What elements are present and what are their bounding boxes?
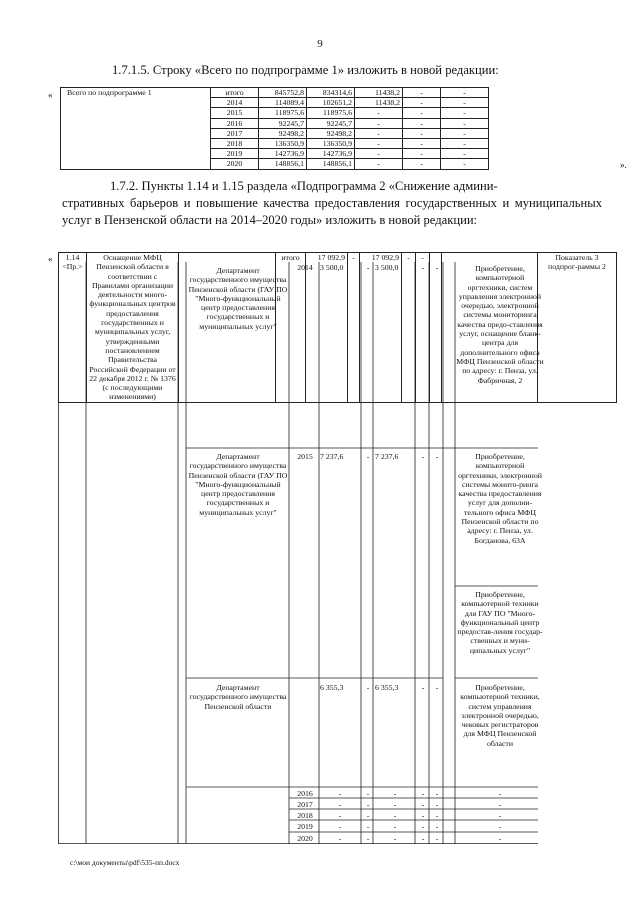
table1-cell-period: 2015	[211, 108, 259, 118]
table1-cell-c1: 114089,4	[259, 98, 307, 108]
description-2014: Приобретение, компьютерной оргтехники, систем управления электронной очередью, электронной системы мониторинга качества предо-ставления услуг, оснащение бланк-центра для дополнительного офиса МФЦ Пензенской области по адресу: г. Пенза, ул. Фабричная, 2	[456, 264, 544, 385]
later-row-c2: -	[366, 822, 370, 831]
total-label: итого	[276, 253, 306, 403]
later-row-d: -	[498, 811, 502, 820]
value-2014-c4: -	[421, 263, 425, 272]
later-row-c2: -	[366, 800, 370, 809]
later-row-c4: -	[421, 800, 425, 809]
year-2015: 2015	[297, 452, 313, 461]
later-row-c4: -	[421, 822, 425, 831]
value-2014-c3: 3 500,0	[375, 263, 399, 272]
table1-cell-c4: -	[403, 118, 441, 128]
total-c4: -	[402, 253, 416, 403]
later-row-d: -	[498, 822, 502, 831]
value-2015-c4: -	[421, 452, 425, 461]
table1-cell-c5: -	[441, 159, 489, 169]
later-row-c2: -	[366, 789, 370, 798]
later-row-c3: -	[393, 789, 397, 798]
year-2014: 2014	[297, 263, 313, 272]
item-number: 1.14 <Пр.>	[59, 253, 87, 403]
table1-cell-c2: 142736,9	[307, 149, 355, 159]
table1-cell-c4: -	[403, 139, 441, 149]
paragraph-1-7-2-rest: стративных барьеров и повышение качества предоставления государственных и муниципальных услуг в Пензенской области на 2014–2020 годы» изложить в новой редакции:	[62, 196, 602, 227]
table1-cell-c1: 136350,9	[259, 139, 307, 149]
later-row-c1: -	[338, 822, 342, 831]
table1-cell-c3: -	[355, 108, 403, 118]
executor-2014: Департамент государственного имущества Пензенской области (ГАУ ПО "Много-функциональный центр предоставления государственных и муниципальных услуг"	[188, 266, 288, 331]
total-c2: -	[348, 253, 360, 403]
value-2015-c3: 7 237,6	[375, 452, 399, 461]
total-c5: -	[416, 253, 430, 403]
later-row-year: 2018	[297, 811, 313, 820]
table1-cell-period: 2019	[211, 149, 259, 159]
subprogram-1-total-table	[60, 87, 489, 170]
later-row-year: 2019	[297, 822, 313, 831]
total-c3: 17 092,9	[360, 253, 402, 403]
table1-cell-c4: -	[403, 88, 441, 98]
table1-cell-c5: -	[441, 98, 489, 108]
table1-cell-c1: 118975,6	[259, 108, 307, 118]
table1-cell-period: 2018	[211, 139, 259, 149]
value-dep-c5: -	[435, 683, 439, 692]
later-row-c2: -	[366, 811, 370, 820]
later-row-c1: -	[338, 834, 342, 843]
later-row-c5: -	[435, 800, 439, 809]
table1-cell-c4: -	[403, 159, 441, 169]
later-row-year: 2020	[297, 834, 313, 843]
table1-cell-c4: -	[403, 149, 441, 159]
table1-cell-c4: -	[403, 98, 441, 108]
value-2014-c5: -	[435, 263, 439, 272]
table1-cell-c5: -	[441, 108, 489, 118]
quote-open-2: «	[48, 254, 53, 264]
table1-cell-period: 2016	[211, 118, 259, 128]
table1-cell-c3: -	[355, 159, 403, 169]
later-row-d: -	[498, 834, 502, 843]
value-2015-c5: -	[435, 452, 439, 461]
table1-cell-c2: 102651,2	[307, 98, 355, 108]
table1-cell-c1: 142736,9	[259, 149, 307, 159]
table1-cell-c2: 136350,9	[307, 139, 355, 149]
later-row-year: 2016	[297, 789, 313, 798]
table1-cell-c3: 11438,2	[355, 88, 403, 98]
table1-cell-c5: -	[441, 139, 489, 149]
quote-close-1: ».	[620, 160, 627, 170]
table1-cell-c4: -	[403, 108, 441, 118]
table1-cell-c3: -	[355, 118, 403, 128]
value-dep-c4: -	[421, 683, 425, 692]
executor-department: Департамент государственного имущества Пензенской области	[189, 683, 287, 711]
later-row-c3: -	[393, 800, 397, 809]
later-row-c1: -	[338, 811, 342, 820]
table1-cell-c3: -	[355, 139, 403, 149]
page-number: 9	[317, 38, 323, 50]
later-row-c1: -	[338, 800, 342, 809]
later-row-c3: -	[393, 822, 397, 831]
table1-cell-period: 2017	[211, 128, 259, 138]
item-name: Оснащение МФЦ Пензенской области в соответствии с Правилами организации деятельности много-функциональных центров предоставления государственных и муниципальных услуг, утвержденными постановлением Правительства Российской Федерации от 22 декабря 2012 г. № 1376 (с последующими изменениями)	[87, 253, 179, 403]
table1-cell-c2: 92498,2	[307, 128, 355, 138]
description-department: Приобретение, компьютерной техники, систем управления электронной очередью, чековых регистраторов для МФЦ Пензенской области	[460, 683, 540, 748]
table1-cell-period: 2014	[211, 98, 259, 108]
paragraph-1-7-1-5: 1.7.1.5. Строку «Всего по подпрограмме 1» изложить в новой редакции:	[112, 63, 499, 77]
value-2015-c2: -	[366, 452, 370, 461]
table1-label: Всего по подпрограмме 1	[61, 88, 211, 170]
later-row-c3: -	[393, 834, 397, 843]
table1-cell-c2: 118975,6	[307, 108, 355, 118]
description-2015b: Приобретение, компьютерной техники для ГАУ ПО "Много-функциональный центр предостав-ления государ-ственных и муни-ципальных услуг"	[457, 590, 543, 655]
later-row-d: -	[498, 789, 502, 798]
later-row-year: 2017	[297, 800, 313, 809]
file-path-footer: c:\мои документы\pdf\535-пп.docx	[70, 858, 180, 867]
table1-cell-c2: 92245,7	[307, 118, 355, 128]
value-2015-c1: 7 237,6	[320, 452, 344, 461]
table1-cell-c1: 148856,1	[259, 159, 307, 169]
later-row-c4: -	[421, 811, 425, 820]
table1-cell-c5: -	[441, 88, 489, 98]
later-row-c3: -	[393, 811, 397, 820]
later-row-c5: -	[435, 822, 439, 831]
value-2014-c1: 3 500,0	[320, 263, 344, 272]
table1-cell-c3: -	[355, 149, 403, 159]
table1-row	[61, 88, 489, 98]
later-row-c4: -	[421, 834, 425, 843]
table1-cell-c1: 92498,2	[259, 128, 307, 138]
later-row-c5: -	[435, 834, 439, 843]
table1-cell-period: 2020	[211, 159, 259, 169]
executor-2015: Департамент государственного имущества Пензенской области (ГАУ ПО "Много-функциональный центр предоставления государственных и муниципальных услуг"	[188, 452, 288, 517]
paragraph-1-7-2-line1: 1.7.2. Пункты 1.14 и 1.15 раздела «Подпрограмма 2 «Снижение админи-	[110, 179, 498, 193]
table1-cell-c3: 11438,2	[355, 98, 403, 108]
table1-cell-c5: -	[441, 149, 489, 159]
table1-cell-c1: 92245,7	[259, 118, 307, 128]
description-2015a: Приобретение, компьютерной оргтехники, электронной системы монито-ринга качества предоставления услуг для дополни-тельного офиса МФЦ Пензенской области по адресу: г. Пенза, ул. Богданова, 63А	[458, 452, 542, 545]
table1-cell-c2: 834314,6	[307, 88, 355, 98]
value-2014-c2: -	[366, 263, 370, 272]
later-row-c5: -	[435, 811, 439, 820]
paragraph-1-7-2	[62, 178, 602, 229]
table1-cell-c1: 845752,8	[259, 88, 307, 98]
table1-cell-c5: -	[441, 128, 489, 138]
value-dep-c2: -	[366, 683, 370, 692]
later-row-c1: -	[338, 789, 342, 798]
indicator: Показатель 3 подпрог-раммы 2	[538, 253, 617, 403]
value-dep-c3: 6 355,3	[375, 683, 399, 692]
table1-cell-period: итого	[211, 88, 259, 98]
total-c1: 17 092,9	[306, 253, 348, 403]
later-row-c4: -	[421, 789, 425, 798]
table1-cell-c2: 148856,1	[307, 159, 355, 169]
table1-cell-c3: -	[355, 128, 403, 138]
quote-open-1: «	[48, 90, 53, 100]
table1-cell-c5: -	[441, 118, 489, 128]
later-row-d: -	[498, 800, 502, 809]
later-row-c2: -	[366, 834, 370, 843]
later-row-c5: -	[435, 789, 439, 798]
value-dep-c1: 6 355,3	[320, 683, 344, 692]
table1-cell-c4: -	[403, 128, 441, 138]
